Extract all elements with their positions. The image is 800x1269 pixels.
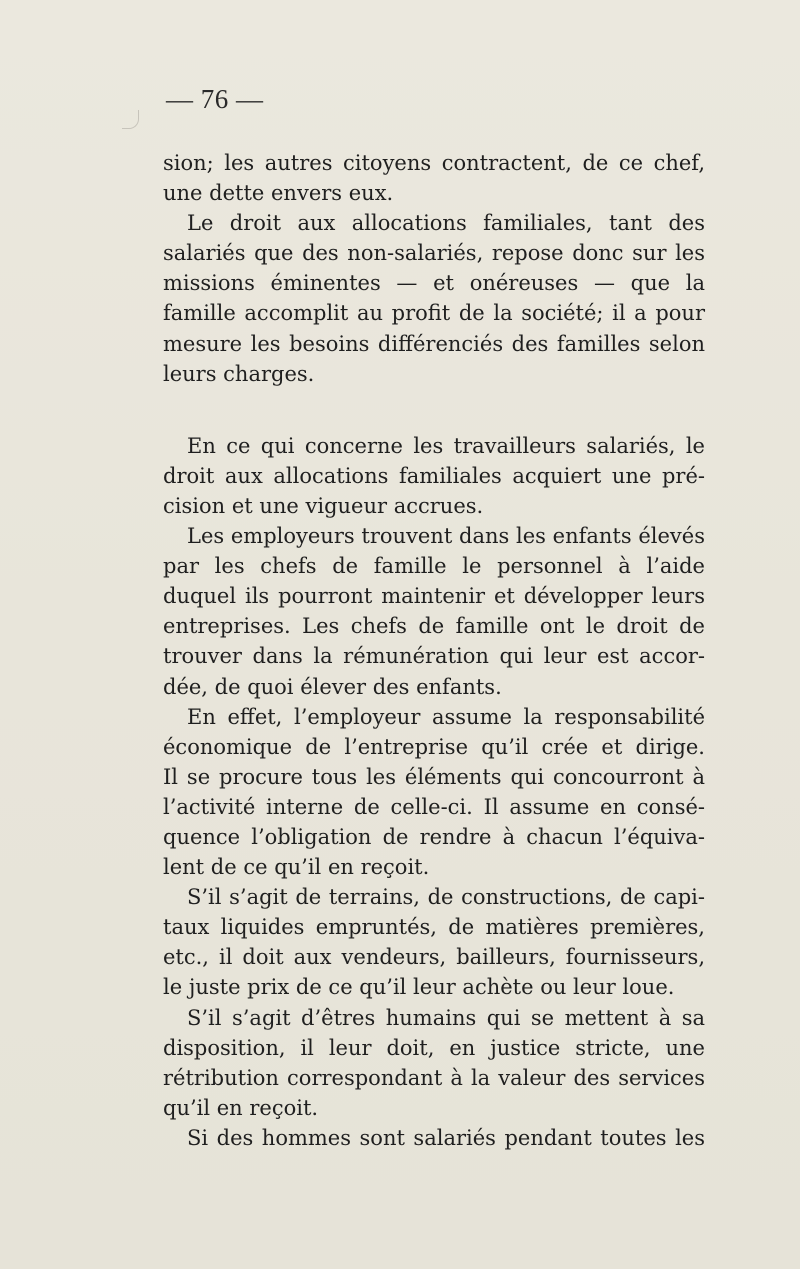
text-line: par les chefs de famille le personnel à l’aide [163,554,705,579]
paragraph-4 [163,521,705,702]
paragraph-8 [163,1123,705,1153]
page-number: — 76 — [166,84,264,114]
text-line: disposition, il leur doit, en justice stricte, une [163,1035,705,1060]
paragraph-5 [163,702,705,883]
text-line: Si des hommes sont salariés pendant toutes les [187,1125,705,1150]
text-line: sion; les autres citoyens contractent, de ce chef, [163,151,705,175]
text-line: rétribution correspondant à la valeur des services [163,1065,705,1090]
text-line: trouver dans la rémunération qui leur est accor- [163,644,705,669]
text-line: Le droit aux allocations familiales, tant des [187,211,705,236]
text-line: mesure les besoins différenciés des familles selon [163,331,705,356]
body-text [163,148,705,1153]
text-line: quence l’obligation de rendre à chacun l’équiva- [163,824,705,849]
text-line: une dette envers eux. [163,181,394,206]
paragraph-2 [163,208,705,389]
text-line: leurs charges. [163,361,315,386]
text-line: etc., il doit aux vendeurs, bailleurs, fournisseurs, [163,945,705,970]
text-line: Les employeurs trouvent dans les enfants élevés [187,524,705,549]
text-line: Il se procure tous les éléments qui concourront à [163,764,705,789]
text-line: S’il s’agit de terrains, de constructions, de capi- [187,885,705,910]
section-gap [163,389,705,431]
paragraph-3 [163,431,705,521]
text-line: droit aux allocations familiales acquiert une pré- [163,463,705,488]
text-line: famille accomplit au profit de la société; il a pour [163,301,705,326]
text-line: cision et une vigueur accrues. [163,493,484,518]
text-line: entreprises. Les chefs de famille ont le droit de [163,614,705,639]
text-line: missions éminentes — et onéreuses — que la [163,271,705,296]
text-line: taux liquides empruntés, de matières premières, [163,915,705,940]
text-line: qu’il en reçoit. [163,1095,319,1120]
paragraph-1 [163,148,705,208]
text-line: duquel ils pourront maintenir et développer leurs [163,584,705,609]
text-line: économique de l’entreprise qu’il crée et dirige. [163,734,705,759]
text-line: l’activité interne de celle-ci. Il assume en consé- [163,794,705,819]
text-line: En ce qui concerne les travailleurs salariés, le [187,433,705,458]
paragraph-7 [163,1003,705,1123]
text-line: lent de ce qu’il en reçoit. [163,855,430,880]
text-line: En effet, l’employeur assume la responsabilité [187,704,705,729]
text-line: salariés que des non-salariés, repose donc sur les [163,241,705,266]
page-corner-mark [122,110,139,129]
text-line: S’il s’agit d’êtres humains qui se mettent à sa [187,1005,705,1030]
text-line: le juste prix de ce qu’il leur achète ou leur loue. [163,975,675,1000]
text-line: dée, de quoi élever des enfants. [163,674,502,699]
paragraph-6 [163,882,705,1002]
